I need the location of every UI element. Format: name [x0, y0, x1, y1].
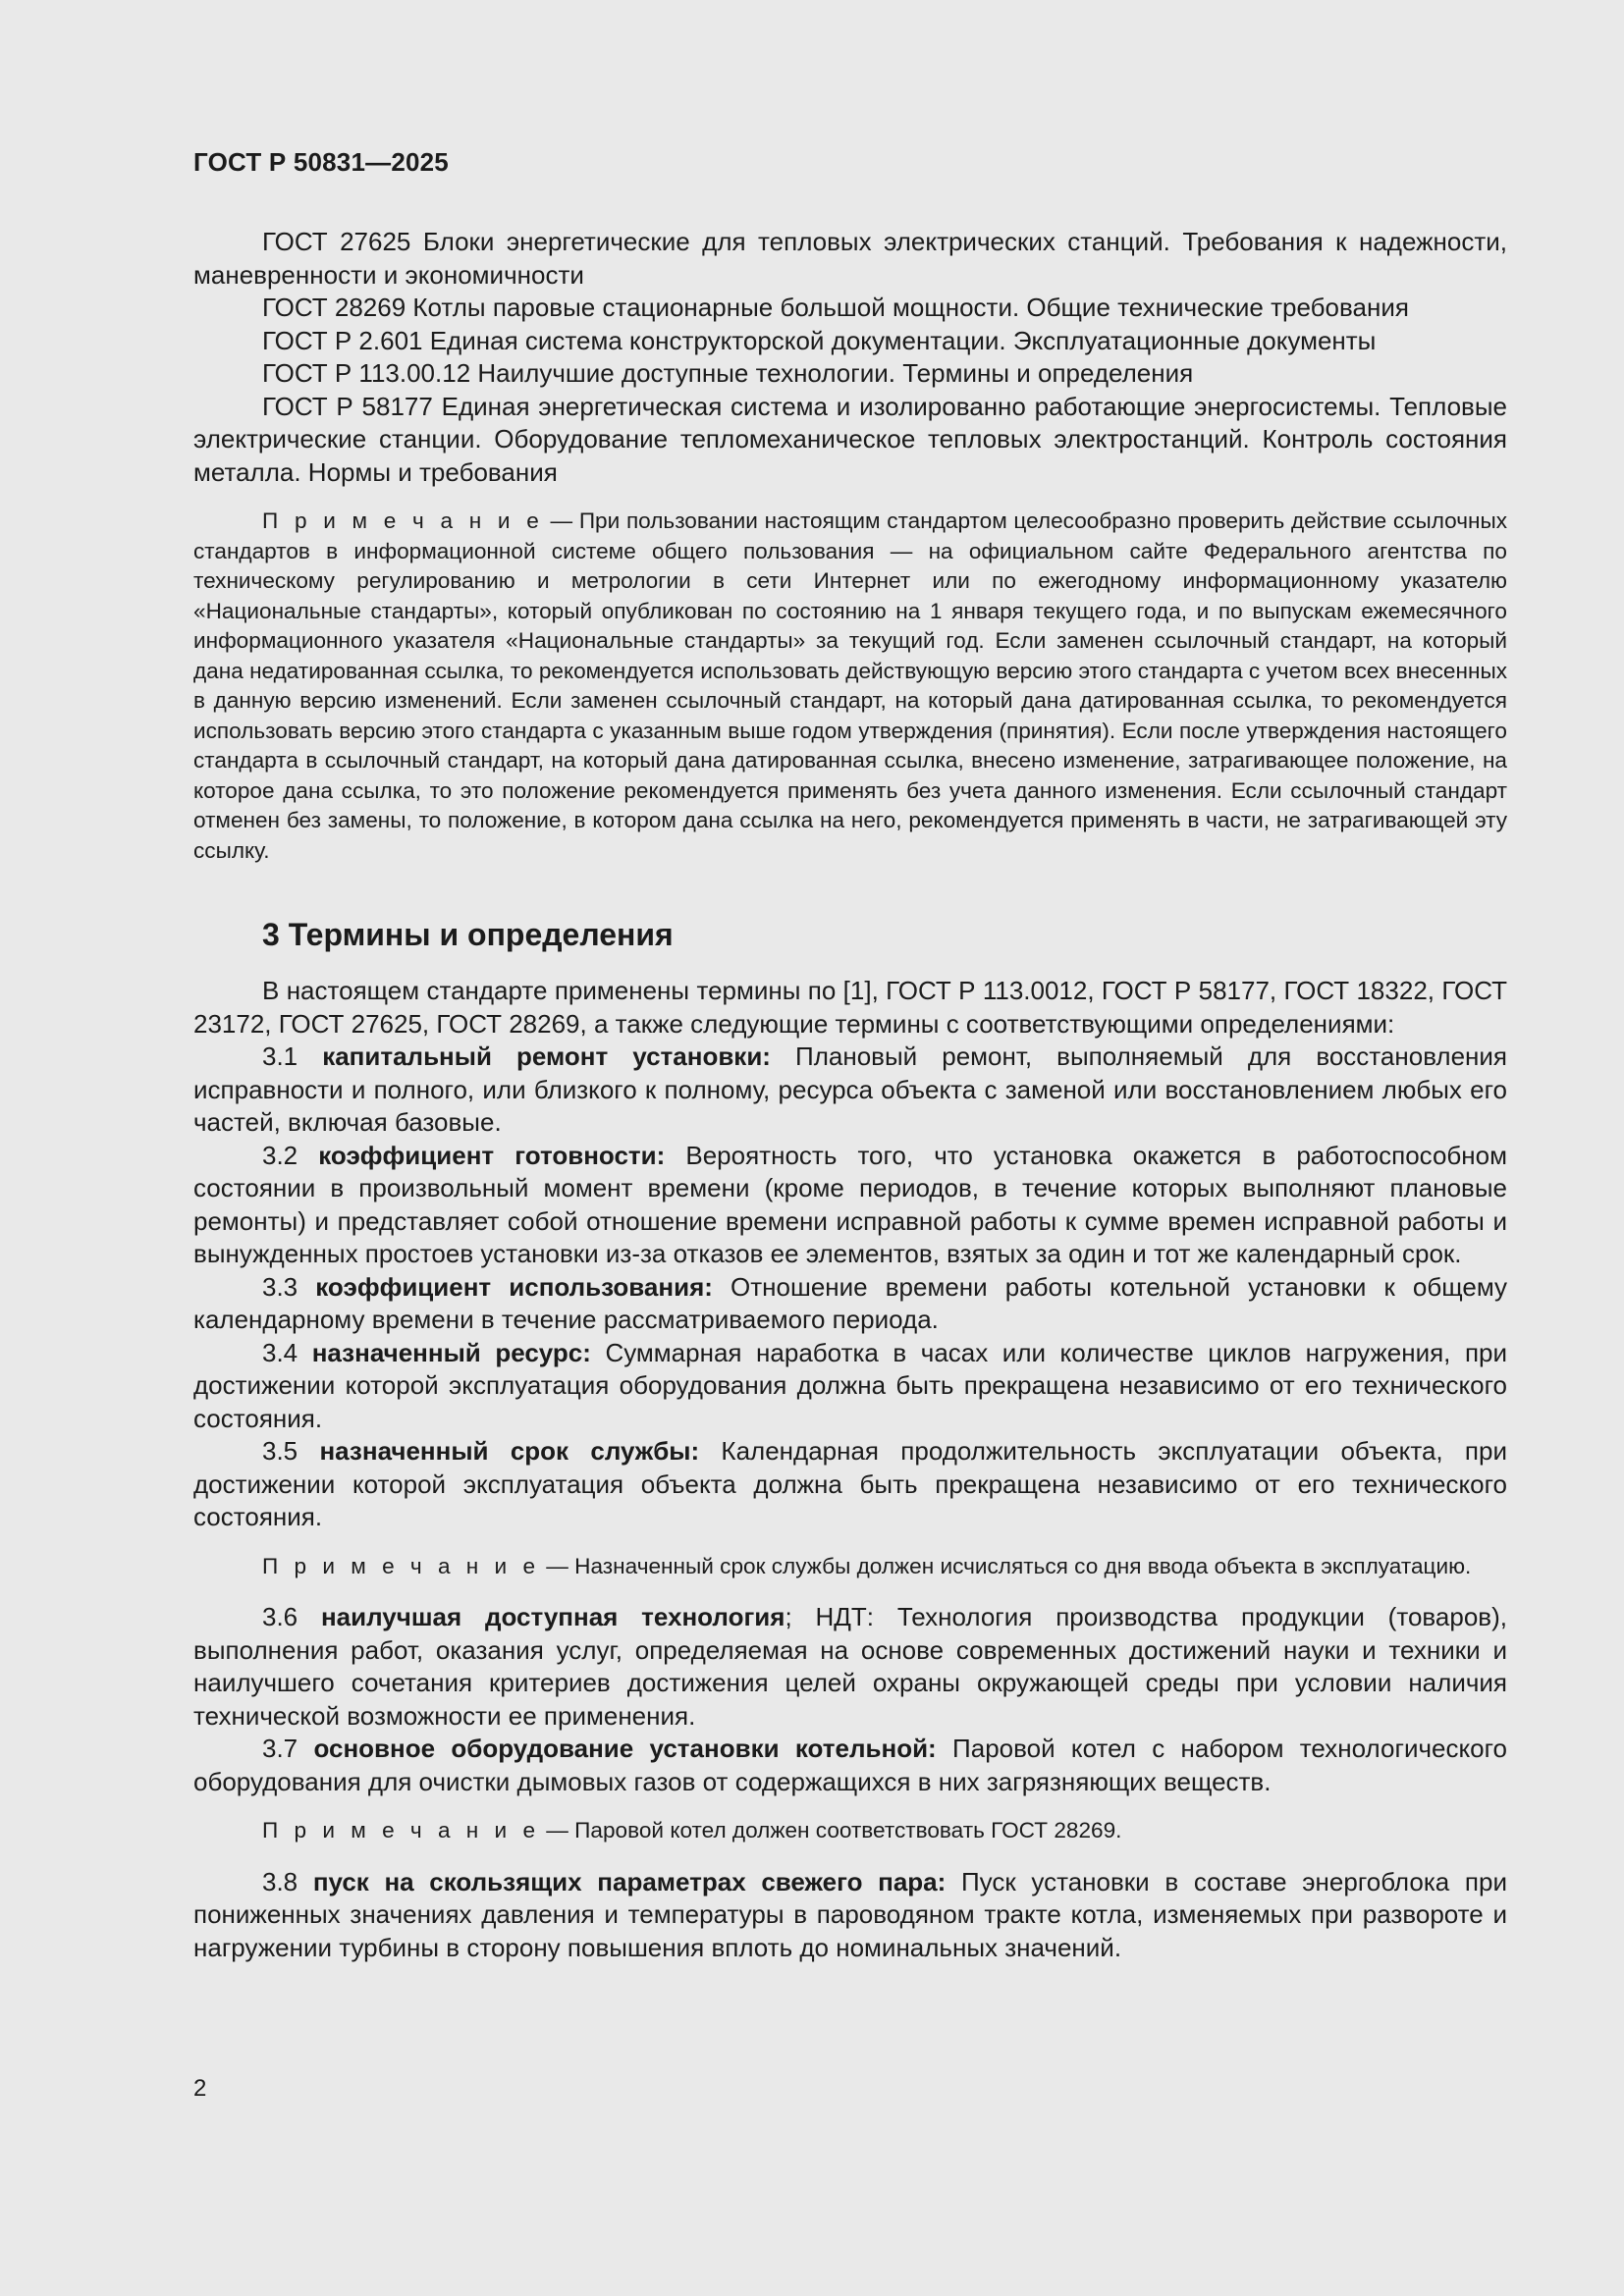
term-name: коэффициент готовности: [318, 1140, 666, 1170]
section-title: 3 Термины и определения [262, 917, 674, 952]
term-3-3 [193, 1271, 1507, 1337]
note-service-life [193, 1552, 1507, 1582]
note-references [193, 507, 1507, 866]
term-definition: Вероятность того, что установка окажется в работоспособном состоянии в произвольный момент времени (кроме периодов, в течение которых выполняют плановые ремонты) и представляет собой отношение времени исправной работы к сумме времен исправной работы и вынужденных простоев установки из-за отказов ее элементов, взятых за один и тот же календарный срок. [193, 1140, 1507, 1268]
term-name: наилучшая доступная технология [320, 1602, 785, 1631]
term-definition: Пуск установки в составе энергоблока при пониженных значениях давления и температуры в пароводяном тракте котла, изменяемых при развороте и нагружении турбины в сторону повышения вплоть до номинальных значений. [193, 1866, 1507, 1962]
term-name: коэффициент использования: [315, 1271, 713, 1302]
term-3-4 [193, 1337, 1507, 1436]
term-name: капитальный ремонт установки: [322, 1041, 771, 1071]
term-number: 3.5 [262, 1436, 320, 1466]
note-text: — При пользовании настоящим стандартом целесообразно проверить действие ссылочных стандартов в информационной системе общего пользования — на официальном сайте Федерального агентства по техническому регулированию и метрологии в сети Интернет или по ежегодному информационному указателю «Национальные стандарты», который опубликован по состоянию на 1 января текущего года, и по выпускам ежемесячного информационного указателя «Национальные стандарты» за текущий год. Если заменен ссылочный стандарт, на который дана недатированная ссылка, то рекомендуется использовать действующую версию этого стандарта с учетом всех внесенных в данную версию изменений. Если заменен ссылочный стандарт, на который дана датированная ссылка, то рекомендуется использовать версию этого стандарта с указанным выше годом утверждения (принятия). Если после утверждения настоящего стандарта в ссылочный стандарт, на который дана датированная ссылка, внесено изменение, затрагивающее положение, на которое дана ссылка, то это положение рекомендуется применять без учета данного изменения. Если ссылочный стандарт отменен без замены, то положение, в котором дана ссылка на него, рекомендуется применять в части, не затрагивающей эту ссылку. [193, 508, 1507, 863]
note-text: — Назначенный срок службы должен исчисляться со дня ввода объекта в эксплуатацию. [540, 1553, 1472, 1578]
term-3-1 [193, 1041, 1507, 1140]
page-number: 2 [193, 2075, 207, 2102]
reference-item: ГОСТ 28269 Котлы паровые стационарные большой мощности. Общие технические требования [262, 293, 1409, 322]
term-number: 3.6 [262, 1602, 321, 1631]
term-3-2 [193, 1140, 1507, 1271]
term-number: 3.4 [262, 1337, 312, 1367]
reference-item: ГОСТ Р 58177 Единая энергетическая система и изолированно работающие энергосистемы. Тепловые электрические станции. Оборудование тепломеханическое тепловых электростанций. Контроль состояния металла. Нормы и требования [193, 391, 1507, 487]
note-text: — Паровой котел должен соответствовать ГОСТ 28269. [540, 1818, 1122, 1842]
note-boiler [193, 1816, 1507, 1846]
term-name: назначенный срок службы: [319, 1436, 700, 1466]
term-3-5 [193, 1435, 1507, 1534]
term-definition: Паровой котел с набором технологического оборудования для очистки дымовых газов от содержащихся в них загрязняющих веществ. [193, 1734, 1507, 1796]
term-name: пуск на скользящих параметрах свежего пара: [312, 1866, 947, 1896]
term-number: 3.8 [262, 1866, 313, 1896]
reference-item: ГОСТ Р 2.601 Единая система конструкторской документации. Эксплуатационные документы [262, 325, 1377, 355]
document-body [193, 226, 1507, 1964]
note-label: П р и м е ч а н и е [262, 1818, 541, 1842]
note-label: П р и м е ч а н и е [262, 508, 544, 533]
term-name: основное оборудование установки котельной: [313, 1734, 937, 1763]
term-number: 3.7 [262, 1734, 314, 1763]
term-3-6 [193, 1601, 1507, 1733]
term-number: 3.3 [262, 1271, 316, 1302]
term-number: 3.1 [262, 1041, 323, 1071]
term-definition: Суммарная наработка в часах или количестве циклов нагружения, при достижении которой эксплуатация оборудования должна быть прекращена независимо от его технического состояния. [193, 1337, 1508, 1433]
note-label: П р и м е ч а н и е [262, 1553, 541, 1578]
term-definition: Календарная продолжительность эксплуатации объекта, при достижении которой эксплуатация объекта должна быть прекращена независимо от его технического состояния. [193, 1436, 1507, 1531]
document-header: ГОСТ Р 50831—2025 [193, 147, 449, 177]
reference-item: ГОСТ 27625 Блоки энергетические для тепловых электрических станций. Требования к надежности, маневренности и экономичности [193, 227, 1507, 290]
term-3-7 [193, 1733, 1507, 1798]
reference-item: ГОСТ Р 113.00.12 Наилучшие доступные технологии. Термины и определения [262, 358, 1194, 388]
section-intro: В настоящем стандарте применены термины по [1], ГОСТ Р 113.0012, ГОСТ Р 58177, ГОСТ 18322, ГОСТ 23172, ГОСТ 27625, ГОСТ 28269, а также следующие термины с соответствующими определениями: [193, 976, 1507, 1039]
term-name: назначенный ресурс: [311, 1337, 591, 1367]
term-definition: Отношение времени работы котельной установки к общему календарному времени в течение рассматриваемого периода. [193, 1271, 1508, 1334]
term-definition: Плановый ремонт, выполняемый для восстановления исправности и полного, или близкого к полному, ресурса объекта с заменой или восстановлением любых его частей, включая базовые. [193, 1041, 1507, 1137]
term-definition: ; НДТ: Технология производства продукции (товаров), выполнения работ, оказания услуг, определяемая на основе современных достижений науки и техники и наилучшего сочетания критериев достижения целей охраны окружающей среды при условии наличия технической возможности ее применения. [193, 1602, 1507, 1731]
term-3-8 [193, 1866, 1507, 1965]
term-number: 3.2 [262, 1140, 319, 1170]
